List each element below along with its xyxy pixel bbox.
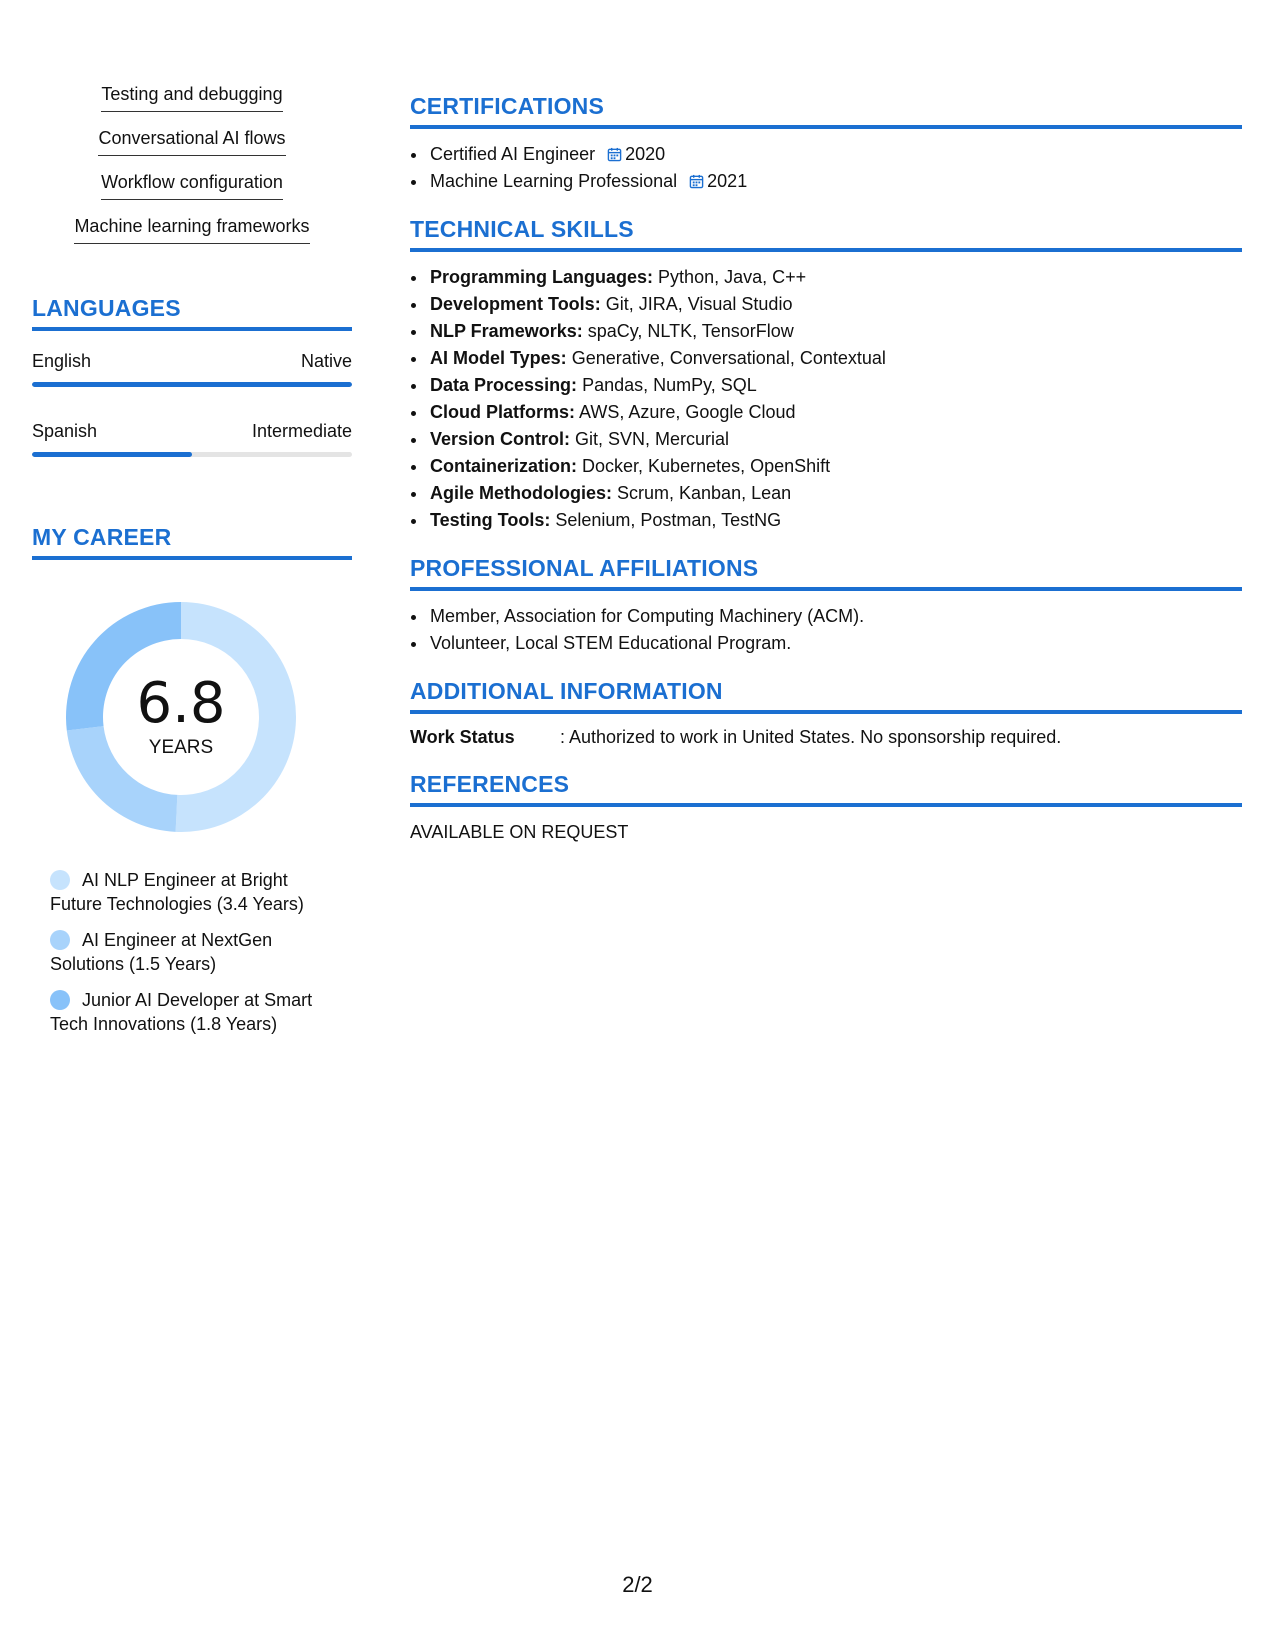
career-title: MY CAREER [32, 523, 352, 560]
skill-value: Generative, Conversational, Contextual [571, 348, 886, 368]
skill-tag: Testing and debugging [101, 82, 282, 112]
skill-label: Testing Tools: [430, 510, 551, 530]
calendar-icon [607, 147, 622, 162]
additional-info-section [410, 677, 1242, 750]
career-total-unit: YEARS [148, 737, 214, 758]
main-content [410, 92, 1242, 865]
skill-tag: Workflow configuration [101, 170, 283, 200]
skill-value: AWS, Azure, Google Cloud [579, 402, 796, 422]
legend-dot [50, 990, 70, 1010]
skill-label: NLP Frameworks: [430, 321, 583, 341]
skill-label: Development Tools: [430, 294, 601, 314]
donut-center [66, 602, 296, 832]
legend-label: AI NLP Engineer at Bright Future Technologies (3.4 Years) [50, 870, 304, 914]
career-total-value: 6.8 [136, 671, 226, 736]
technical-skill-item [428, 507, 1242, 534]
skill-label: AI Model Types: [430, 348, 567, 368]
language-item [32, 419, 352, 457]
technical-skills-title: TECHNICAL SKILLS [410, 215, 1242, 252]
references-text: AVAILABLE ON REQUEST [410, 822, 629, 842]
technical-skill-item [428, 480, 1242, 507]
technical-skill-item [428, 264, 1242, 291]
language-level: Native [300, 351, 352, 371]
legend-label: AI Engineer at NextGen Solutions (1.5 Years) [50, 930, 273, 974]
language-bar [32, 382, 352, 387]
technical-skill-item [428, 372, 1242, 399]
career-donut-chart [66, 602, 296, 832]
legend-item [50, 868, 330, 916]
skill-label: Data Processing: [430, 375, 578, 395]
additional-info-title: ADDITIONAL INFORMATION [410, 677, 1242, 714]
skill-label: Containerization: [430, 456, 577, 476]
affiliations-title: PROFESSIONAL AFFILIATIONS [410, 554, 1242, 591]
career-legend [50, 868, 330, 1036]
language-bar [32, 452, 352, 457]
references-section [410, 770, 1242, 845]
skill-label: Cloud Platforms: [430, 402, 576, 422]
skill-tags [32, 82, 352, 244]
work-status-row [410, 724, 1242, 750]
career-section [32, 523, 352, 1036]
references-title: REFERENCES [410, 770, 1242, 807]
certification-item [428, 141, 1242, 168]
certifications-title: CERTIFICATIONS [410, 92, 1242, 129]
legend-dot [50, 870, 70, 890]
certifications-section [410, 92, 1242, 195]
affiliation-item: • Member, Association for Computing Machinery (ACM). [428, 603, 1242, 630]
certification-name: Certified AI Engineer [430, 144, 596, 164]
technical-skill-item [428, 291, 1242, 318]
skill-tag: Conversational AI flows [98, 126, 285, 156]
skill-label: Version Control: [430, 429, 571, 449]
sidebar [32, 82, 352, 1048]
skill-tag: Machine learning frameworks [74, 214, 309, 244]
certification-year: 2021 [707, 171, 748, 191]
languages-section [32, 294, 352, 457]
skill-label: Programming Languages: [430, 267, 654, 287]
skill-value: Git, JIRA, Visual Studio [605, 294, 793, 314]
technical-skill-item [428, 318, 1242, 345]
technical-skill-item [428, 426, 1242, 453]
certification-name: Machine Learning Professional [430, 171, 678, 191]
skill-label: Agile Methodologies: [430, 483, 612, 503]
skill-value: Pandas, NumPy, SQL [582, 375, 757, 395]
language-item [32, 349, 352, 387]
page-number: 2/2 [622, 1572, 653, 1597]
skill-value: Python, Java, C++ [658, 267, 807, 287]
affiliations-section [410, 554, 1242, 657]
legend-label: Junior AI Developer at Smart Tech Innovations (1.8 Years) [50, 990, 313, 1034]
language-bar-fill [32, 382, 352, 387]
language-level: Intermediate [251, 421, 352, 441]
technical-skill-item [428, 345, 1242, 372]
skill-value: spaCy, NLTK, TensorFlow [587, 321, 794, 341]
technical-skills-list [410, 264, 1242, 534]
certifications-list [410, 141, 1242, 195]
calendar-icon [689, 174, 704, 189]
language-name: English [32, 351, 92, 371]
legend-dot [50, 930, 70, 950]
legend-item [50, 928, 330, 976]
certification-item [428, 168, 1242, 195]
technical-skill-item [428, 399, 1242, 426]
skill-value: Scrum, Kanban, Lean [617, 483, 792, 503]
technical-skills-section [410, 215, 1242, 534]
languages-title: LANGUAGES [32, 294, 352, 331]
work-status-value: : Authorized to work in United States. No sponsorship required. [560, 727, 1062, 747]
skill-value: Git, SVN, Mercurial [575, 429, 730, 449]
technical-skill-item [428, 453, 1242, 480]
affiliation-item: • Volunteer, Local STEM Educational Program. [428, 630, 1242, 657]
legend-item [50, 988, 330, 1036]
language-name: Spanish [32, 421, 98, 441]
skill-value: Selenium, Postman, TestNG [555, 510, 782, 530]
language-bar-fill [32, 452, 192, 457]
affiliations-list [410, 603, 1242, 657]
skill-value: Docker, Kubernetes, OpenShift [582, 456, 831, 476]
work-status-label: Work Status [410, 727, 515, 747]
certification-year: 2020 [625, 144, 666, 164]
